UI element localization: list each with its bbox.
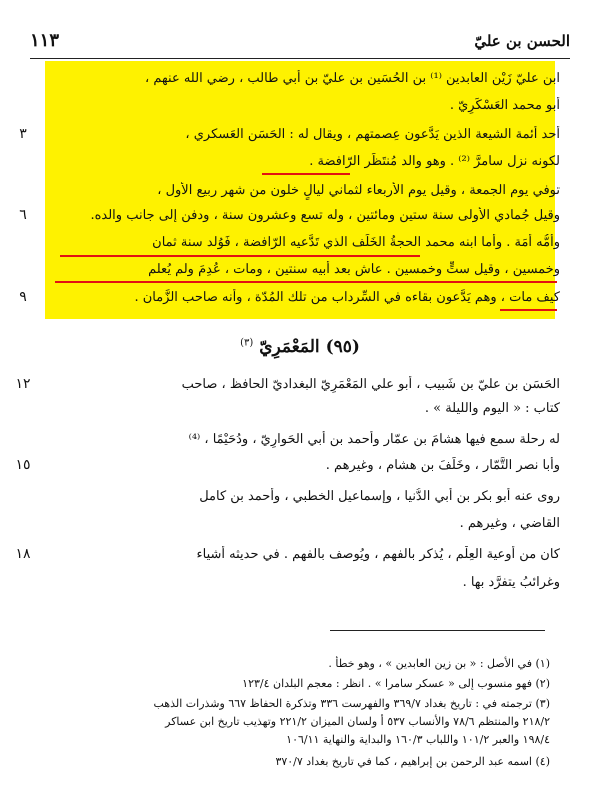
footnote-line: (٣) ترجمته في : تاريخ بغداد ٣٦٩/٧ والفهرست ٣٣٦ وتذكرة الحفاظ ٦٦٧ وشذرات الذهب [153,697,550,710]
page-number: ١١٣ [30,30,60,51]
line-number: ٦ [19,207,27,223]
text-line: القاضي ، وغيرهم . [459,516,560,531]
line-number: ١٨ [15,546,31,562]
text-line: توفي يوم الجمعة ، وقيل يوم الأربعاء لثماني ليالٍ خلون من شهر ربيع الأول ، [157,183,560,198]
text-line: وغرائبُ يتفرَّد بها . [462,575,560,590]
red-underline [500,309,557,311]
line-number: ٣ [19,126,27,142]
section-name: المَعْمَرِيّ [259,337,320,357]
footnote-line: (٤) اسمه عبد الرحمن بن إبراهيم ، كما في تاريخ بغداد ٣٧٠/٧ [275,755,550,768]
section-footnote-ref: (٣) [240,337,254,349]
text-line: أبو محمد العَسْكَرِيّ . [449,98,560,113]
text-line: وأبا نصر التَّمّار ، وخَلَفَ بن هشام ، وغيرهم . [325,458,560,473]
red-underline [55,281,557,283]
header-rule [30,58,570,59]
footnote-line: (١) في الأصل : « بن زين العابدين » ، وهو خطأ . [328,657,550,670]
line-number: ٩ [19,289,27,305]
line-number: ١٥ [15,457,31,473]
section-heading [0,337,600,357]
footnote-line: (٢) فهو منسوب إلى « عسكر سامرا » . انظر : معجم البلدان ١٢٣/٤ [242,677,550,690]
text-line: وأُمُّه أَمَة . وأما ابنه محمد الحجةُ الخَلَف الذي تَدَّعيه الرّافضة ، فَوُلد سنة ثمان [152,235,560,250]
text-line: روى عنه أبو بكر بن أبي الدُّنيا ، وإسماعيل الخطبي ، وأحمد بن كامل [199,489,560,504]
text-line: الحَسَن بن عليّ بن شَبيب ، أبو علي المَعْمَرِيّ البغداديّ الحافظ ، صاحب [181,377,560,392]
red-underline [262,173,350,175]
page-header [30,30,570,56]
line-number: ١٢ [15,376,31,392]
text-line: أحد أئمة الشيعة الذين يَدَّعون عِصمتهم ، ويقال له : الحَسَن العَسكري ، [185,127,560,142]
text-line: كتاب : « اليوم والليلة » . [424,401,560,416]
text-line: له رحلة سمع فيها هشامَ بن عمّار وأحمد بن أبي الحَوارِيّ ، ودُحَيْمًا ، ⁽⁴⁾ [188,432,560,447]
text-line: وقيل جُمادي الأولى سنة ستين ومائتين ، وله تسع وعشرون سنة ، ودفن إلى جانب والده. [90,208,560,223]
text-line: لكونه نزل سامرَّ ⁽²⁾ . وهو والد مُنتَظَر الرّافضة . [309,154,560,169]
text-line: ابن عليّ زَيْن العابدين ⁽¹⁾ بن الحُسَين بن عليّ بن أبي طالب ، رضي الله عنهم ، [145,71,560,86]
section-number: (٩٥) [325,337,360,357]
text-line: كان من أوعية العِلْم ، يُذكر بالفهم ، ويُوصف بالفهم . في حديثه أشياء [196,547,560,562]
footnote-line: ١٩٨/٤ والعبر ١٠١/٢ واللباب ١٦٠/٣ والبداية والنهاية ١٠٦/١١ [286,733,550,746]
text-line: وخمسين ، وقيل ستٍّ وخمسين . عاش بعد أبيه سنتين ، ومات ، عُدِمَ ولم يُعلم [148,262,560,277]
text-line: كيف مات ، وهم يَدَّعون بقاءه في السِّرداب من تلك المُدّة ، وأنه صاحب الزَّمان . [134,290,560,305]
red-underline [60,255,420,257]
footnote-rule [330,630,545,631]
footnote-line: ٢١٨/٢ والمنتظم ٧٨/٦ والأنساب ٥٣٧ أ ولسان الميزان ٢٢١/٢ وتهذيب تاريخ ابن عساكر [165,715,550,728]
running-title: الحسن بن عليّ [474,32,570,50]
